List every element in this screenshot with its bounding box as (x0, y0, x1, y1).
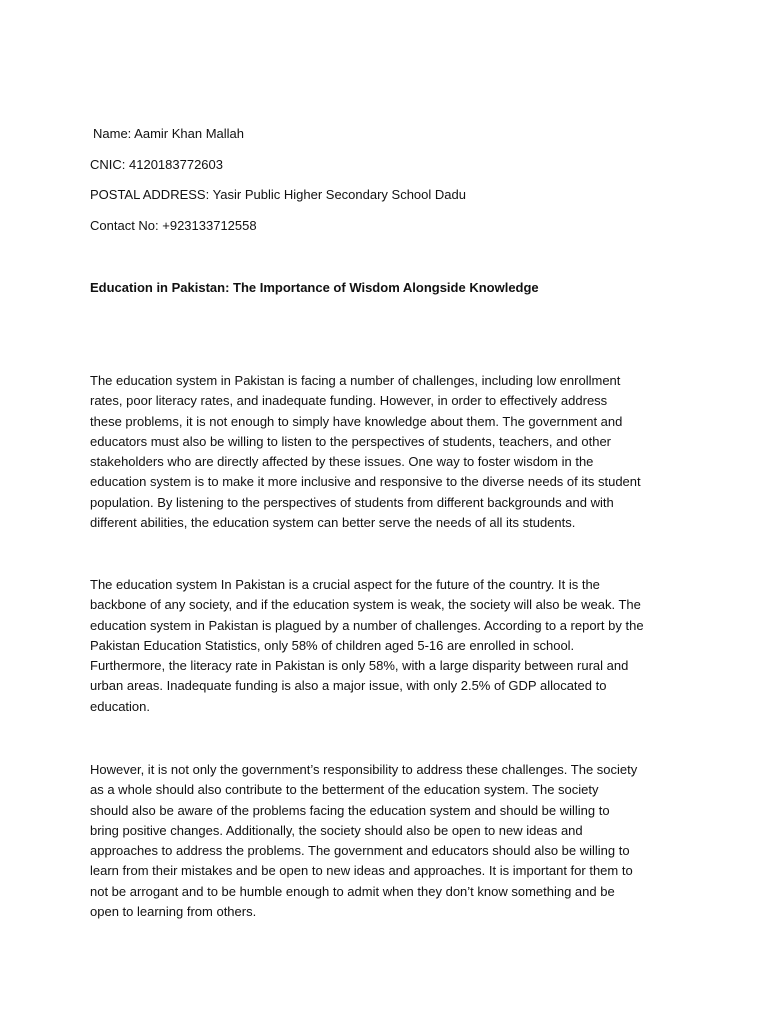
paragraph-line: The education system in Pakistan is facing a number of challenges, including low enrollment (90, 373, 621, 388)
paragraph-line: education system is to make it more inclusive and responsive to the diverse needs of its student (90, 474, 641, 490)
paragraph-line: rates, poor literacy rates, and inadequate funding. However, in order to effectively address (90, 393, 608, 409)
paragraph-line: should also be aware of the problems facing the education system and should be willing to (90, 802, 610, 818)
paragraph-line: stakeholders who are directly affected by these issues. One way to foster wisdom in the (90, 454, 594, 470)
paragraph-line: education system in Pakistan is plagued by a number of challenges. According to a report by the (90, 617, 644, 633)
paragraph-line: approaches to address the problems. The government and educators should also be willing to (90, 843, 630, 859)
paragraph-line: different abilities, the education system can better serve the needs of all its students. (90, 515, 576, 531)
paragraph-line: bring positive changes. Additionally, the society should also be open to new ideas and (90, 822, 583, 838)
paragraph-line: However, it is not only the government’s responsibility to address these challenges. The society (90, 762, 638, 777)
author-name: Name: Aamir Khan Mallah (93, 126, 245, 141)
paragraph-line: as a whole should also contribute to the betterment of the education system. The society (90, 782, 599, 798)
paragraph-line: The education system In Pakistan is a crucial aspect for the future of the country. It is the (90, 577, 600, 592)
paragraph-2 (90, 575, 690, 717)
paragraph-line: open to learning from others. (90, 904, 257, 920)
paragraph-line: population. By listening to the perspectives of students from different backgrounds and with (90, 494, 614, 510)
paragraph-line: urban areas. Inadequate funding is also a major issue, with only 2.5% of GDP allocated to (90, 678, 607, 694)
paragraph-line: these problems, it is not enough to simply have knowledge about them. The government and (90, 413, 623, 429)
contact-number: Contact No: +923133712558 (90, 218, 257, 233)
paragraph-line: learn from their mistakes and be open to new ideas and approaches. It is important for them to (90, 863, 633, 879)
paragraph-3 (90, 760, 690, 922)
paragraph-line: Pakistan Education Statistics, only 58% of children aged 5-16 are enrolled in school. (90, 637, 575, 653)
paragraph-line: education. (90, 698, 150, 714)
paragraph-line: backbone of any society, and if the education system is weak, the society will also be weak. The (90, 597, 641, 613)
paragraph-1 (90, 371, 690, 533)
postal-address: POSTAL ADDRESS: Yasir Public Higher Secondary School Dadu (90, 187, 466, 202)
cnic-number: CNIC: 4120183772603 (90, 157, 223, 172)
paragraph-line: not be arrogant and to be humble enough to admit when they don’t know something and be (90, 883, 615, 899)
paragraph-line: educators must also be willing to listen to the perspectives of students, teachers, and other (90, 433, 612, 449)
essay-title: Education in Pakistan: The Importance of Wisdom Alongside Knowledge (90, 280, 539, 295)
paragraph-line: Furthermore, the literacy rate in Pakistan is only 58%, with a large disparity between rural and (90, 658, 629, 674)
